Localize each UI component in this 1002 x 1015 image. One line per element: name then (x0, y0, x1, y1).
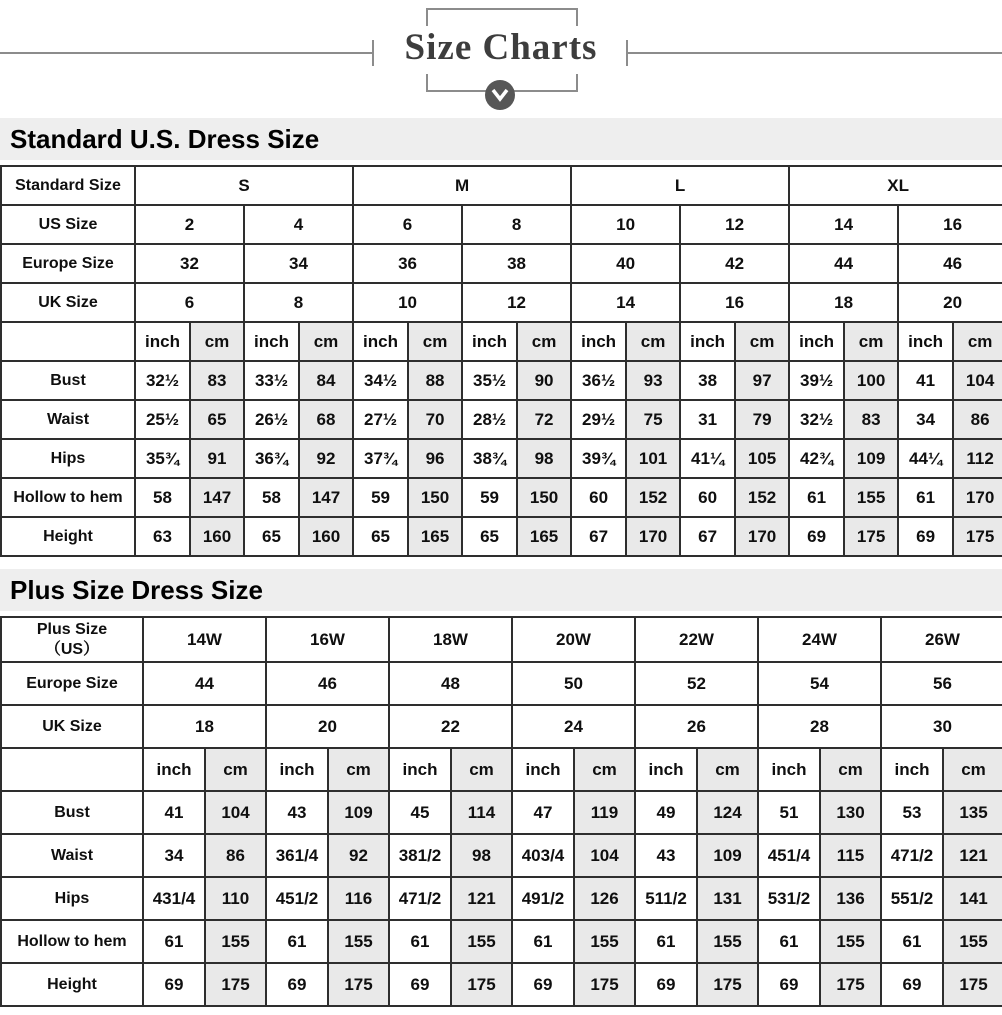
cell: 58 (135, 478, 190, 517)
row-label: Bust (1, 361, 135, 400)
cell: 147 (190, 478, 244, 517)
cell: 60 (680, 478, 735, 517)
row-label: Europe Size (1, 662, 143, 705)
cell: 18 (789, 283, 898, 322)
table-row (1, 439, 1002, 478)
table-row (1, 963, 1002, 1006)
unit-header: cm (844, 322, 898, 361)
cell: 155 (943, 920, 1002, 963)
cell: 155 (574, 920, 635, 963)
unit-header: inch (244, 322, 299, 361)
cell: 8 (462, 205, 571, 244)
cell: 35½ (462, 361, 517, 400)
cell: 30 (881, 705, 1002, 748)
table-row (1, 748, 1002, 791)
cell: 14 (571, 283, 680, 322)
cell: 141 (943, 877, 1002, 920)
cell: 12 (462, 283, 571, 322)
unit-header: inch (881, 748, 943, 791)
cell: 114 (451, 791, 512, 834)
cell: 59 (353, 478, 408, 517)
cell: 155 (205, 920, 266, 963)
cell: 170 (953, 478, 1002, 517)
cell: 98 (517, 439, 571, 478)
cell: 381/2 (389, 834, 451, 877)
cell: 36¾ (244, 439, 299, 478)
cell: 403/4 (512, 834, 574, 877)
chevron-down-icon (485, 80, 515, 110)
table-row (1, 791, 1002, 834)
cell: 100 (844, 361, 898, 400)
row-label: Bust (1, 791, 143, 834)
table-row (1, 705, 1002, 748)
cell: 20 (266, 705, 389, 748)
page-title: Size Charts (404, 27, 598, 68)
cell: 170 (626, 517, 680, 556)
cell: 10 (571, 205, 680, 244)
cell: 38¾ (462, 439, 517, 478)
cell: 152 (626, 478, 680, 517)
cell: 6 (353, 205, 462, 244)
cell: 147 (299, 478, 353, 517)
row-label (1, 617, 143, 662)
cell: 59 (462, 478, 517, 517)
row-label: Standard Size (1, 166, 135, 205)
table-row (1, 244, 1002, 283)
cell: 431/4 (143, 877, 205, 920)
cell: 471/2 (881, 834, 943, 877)
cell: 52 (635, 662, 758, 705)
cell: 29½ (571, 400, 626, 439)
cell: 61 (266, 920, 328, 963)
cell: 8 (244, 283, 353, 322)
cell: 41 (143, 791, 205, 834)
unit-header: cm (451, 748, 512, 791)
cell: 27½ (353, 400, 408, 439)
unit-header: cm (953, 322, 1002, 361)
table-row (1, 517, 1002, 556)
cell: 68 (299, 400, 353, 439)
cell: 20 (898, 283, 1002, 322)
cell: 67 (680, 517, 735, 556)
table-row (1, 205, 1002, 244)
col-header: 22W (635, 617, 758, 662)
cell: 105 (735, 439, 789, 478)
cell: 69 (389, 963, 451, 1006)
cell: 44¼ (898, 439, 953, 478)
cell: 511/2 (635, 877, 697, 920)
unit-header: inch (135, 322, 190, 361)
cell: 50 (512, 662, 635, 705)
cell: 32½ (135, 361, 190, 400)
cell: 165 (408, 517, 462, 556)
cell: 84 (299, 361, 353, 400)
cell: 43 (635, 834, 697, 877)
cell: 104 (574, 834, 635, 877)
cell: 69 (635, 963, 697, 1006)
cell: 160 (299, 517, 353, 556)
cell: 38 (462, 244, 571, 283)
cell: 551/2 (881, 877, 943, 920)
unit-header: cm (697, 748, 758, 791)
cell: 36 (353, 244, 462, 283)
cell: 109 (844, 439, 898, 478)
cell: 175 (451, 963, 512, 1006)
cell: 136 (820, 877, 881, 920)
cell: 22 (389, 705, 512, 748)
cell: 101 (626, 439, 680, 478)
unit-header: cm (328, 748, 389, 791)
unit-header: inch (635, 748, 697, 791)
cell: 67 (571, 517, 626, 556)
row-label-line2: （US） (44, 640, 100, 658)
cell: 86 (205, 834, 266, 877)
cell: 88 (408, 361, 462, 400)
cell: 16 (898, 205, 1002, 244)
cell: 119 (574, 791, 635, 834)
cell: 121 (943, 834, 1002, 877)
cell: 104 (953, 361, 1002, 400)
row-label: US Size (1, 205, 135, 244)
unit-header: cm (820, 748, 881, 791)
cell: 96 (408, 439, 462, 478)
cell: 65 (244, 517, 299, 556)
cell: 16 (680, 283, 789, 322)
cell: 69 (143, 963, 205, 1006)
cell: 34 (143, 834, 205, 877)
cell: 135 (943, 791, 1002, 834)
cell: 124 (697, 791, 758, 834)
cell: 2 (135, 205, 244, 244)
cell: 61 (512, 920, 574, 963)
page-header (0, 0, 1002, 114)
cell: 69 (898, 517, 953, 556)
cell: 92 (328, 834, 389, 877)
cell: 155 (820, 920, 881, 963)
cell: 83 (844, 400, 898, 439)
cell: 104 (205, 791, 266, 834)
section-title-standard: Standard U.S. Dress Size (0, 118, 1002, 160)
cell: 65 (353, 517, 408, 556)
cell: 86 (953, 400, 1002, 439)
cell: 34 (898, 400, 953, 439)
row-label: Hollow to hem (1, 478, 135, 517)
table-row (1, 834, 1002, 877)
table-row (1, 920, 1002, 963)
unit-header: inch (462, 322, 517, 361)
unit-header: cm (943, 748, 1002, 791)
unit-header: cm (205, 748, 266, 791)
cell: 48 (389, 662, 512, 705)
cell: 69 (881, 963, 943, 1006)
cell: 14 (789, 205, 898, 244)
col-header: 24W (758, 617, 881, 662)
cell: 175 (844, 517, 898, 556)
cell: 451/2 (266, 877, 328, 920)
cell: 115 (820, 834, 881, 877)
cell: 70 (408, 400, 462, 439)
row-label: Europe Size (1, 244, 135, 283)
cell: 150 (517, 478, 571, 517)
cell: 42 (680, 244, 789, 283)
col-header: 18W (389, 617, 512, 662)
cell: 45 (389, 791, 451, 834)
cell: 44 (143, 662, 266, 705)
cell: 90 (517, 361, 571, 400)
cell: 175 (820, 963, 881, 1006)
row-label: Waist (1, 834, 143, 877)
cell: 131 (697, 877, 758, 920)
cell: 126 (574, 877, 635, 920)
cell: 69 (266, 963, 328, 1006)
cell: 471/2 (389, 877, 451, 920)
col-header: 16W (266, 617, 389, 662)
unit-header: inch (143, 748, 205, 791)
cell: 39¾ (571, 439, 626, 478)
cell: 130 (820, 791, 881, 834)
table-row (1, 361, 1002, 400)
unit-header: inch (789, 322, 844, 361)
row-label: UK Size (1, 283, 135, 322)
cell: 28 (758, 705, 881, 748)
cell: 33½ (244, 361, 299, 400)
cell: 110 (205, 877, 266, 920)
cell: 53 (881, 791, 943, 834)
cell: 75 (626, 400, 680, 439)
cell: 36½ (571, 361, 626, 400)
cell: 91 (190, 439, 244, 478)
cell: 44 (789, 244, 898, 283)
cell: 32½ (789, 400, 844, 439)
cell: 121 (451, 877, 512, 920)
row-label: Hips (1, 439, 135, 478)
cell: 175 (697, 963, 758, 1006)
cell: 34 (244, 244, 353, 283)
cell: 93 (626, 361, 680, 400)
cell: 109 (697, 834, 758, 877)
cell: 56 (881, 662, 1002, 705)
col-header: XL (789, 166, 1002, 205)
cell: 40 (571, 244, 680, 283)
unit-header: inch (266, 748, 328, 791)
col-header: L (571, 166, 789, 205)
cell: 155 (328, 920, 389, 963)
cell: 32 (135, 244, 244, 283)
cell: 6 (135, 283, 244, 322)
cell: 12 (680, 205, 789, 244)
row-label: UK Size (1, 705, 143, 748)
cell: 170 (735, 517, 789, 556)
cell: 155 (451, 920, 512, 963)
unit-header: inch (512, 748, 574, 791)
cell: 61 (789, 478, 844, 517)
cell: 63 (135, 517, 190, 556)
unit-header: inch (571, 322, 626, 361)
table-row (1, 617, 1002, 662)
unit-header: cm (190, 322, 244, 361)
row-label: Height (1, 963, 143, 1006)
decorative-bracket-top (426, 8, 578, 26)
cell: 61 (758, 920, 820, 963)
cell: 61 (898, 478, 953, 517)
cell: 54 (758, 662, 881, 705)
cell: 65 (462, 517, 517, 556)
table-row (1, 283, 1002, 322)
table-row (1, 877, 1002, 920)
cell: 72 (517, 400, 571, 439)
cell: 25½ (135, 400, 190, 439)
cell: 451/4 (758, 834, 820, 877)
cell: 26½ (244, 400, 299, 439)
size-table-standard (0, 165, 1002, 557)
cell: 58 (244, 478, 299, 517)
cell: 69 (789, 517, 844, 556)
cell: 155 (697, 920, 758, 963)
unit-header: inch (353, 322, 408, 361)
cell: 361/4 (266, 834, 328, 877)
col-header: 20W (512, 617, 635, 662)
cell: 39½ (789, 361, 844, 400)
cell: 38 (680, 361, 735, 400)
cell: 175 (205, 963, 266, 1006)
cell: 152 (735, 478, 789, 517)
cell: 43 (266, 791, 328, 834)
row-label: Waist (1, 400, 135, 439)
cell: 109 (328, 791, 389, 834)
row-label: Hollow to hem (1, 920, 143, 963)
cell: 28½ (462, 400, 517, 439)
cell: 155 (844, 478, 898, 517)
cell: 61 (635, 920, 697, 963)
cell: 41¼ (680, 439, 735, 478)
cell: 112 (953, 439, 1002, 478)
empty-corner-cell (1, 748, 143, 791)
col-header: 14W (143, 617, 266, 662)
cell: 42¾ (789, 439, 844, 478)
cell: 46 (898, 244, 1002, 283)
cell: 10 (353, 283, 462, 322)
cell: 46 (266, 662, 389, 705)
unit-header: cm (626, 322, 680, 361)
unit-header: cm (408, 322, 462, 361)
unit-header: cm (299, 322, 353, 361)
cell: 116 (328, 877, 389, 920)
table-row (1, 662, 1002, 705)
cell: 24 (512, 705, 635, 748)
cell: 69 (758, 963, 820, 1006)
cell: 150 (408, 478, 462, 517)
cell: 26 (635, 705, 758, 748)
cell: 160 (190, 517, 244, 556)
cell: 31 (680, 400, 735, 439)
section-title-plus: Plus Size Dress Size (0, 569, 1002, 611)
table-row (1, 478, 1002, 517)
cell: 41 (898, 361, 953, 400)
row-label: Hips (1, 877, 143, 920)
cell: 18 (143, 705, 266, 748)
cell: 83 (190, 361, 244, 400)
cell: 61 (881, 920, 943, 963)
cell: 175 (328, 963, 389, 1006)
cell: 69 (512, 963, 574, 1006)
cell: 65 (190, 400, 244, 439)
cell: 98 (451, 834, 512, 877)
cell: 92 (299, 439, 353, 478)
size-table-plus (0, 616, 1002, 1007)
col-header: M (353, 166, 571, 205)
unit-header: cm (735, 322, 789, 361)
cell: 491/2 (512, 877, 574, 920)
unit-header: cm (574, 748, 635, 791)
unit-header: inch (680, 322, 735, 361)
cell: 35¾ (135, 439, 190, 478)
cell: 61 (143, 920, 205, 963)
unit-header: inch (758, 748, 820, 791)
unit-header: inch (898, 322, 953, 361)
cell: 175 (574, 963, 635, 1006)
cell: 79 (735, 400, 789, 439)
row-label: Height (1, 517, 135, 556)
cell: 51 (758, 791, 820, 834)
cell: 4 (244, 205, 353, 244)
unit-header: inch (389, 748, 451, 791)
table-row (1, 322, 1002, 361)
cell: 60 (571, 478, 626, 517)
cell: 97 (735, 361, 789, 400)
table-row (1, 166, 1002, 205)
cell: 49 (635, 791, 697, 834)
empty-corner-cell (1, 322, 135, 361)
cell: 175 (953, 517, 1002, 556)
cell: 61 (389, 920, 451, 963)
col-header: S (135, 166, 353, 205)
cell: 37¾ (353, 439, 408, 478)
cell: 165 (517, 517, 571, 556)
cell: 175 (943, 963, 1002, 1006)
cell: 531/2 (758, 877, 820, 920)
col-header: 26W (881, 617, 1002, 662)
cell: 47 (512, 791, 574, 834)
table-row (1, 400, 1002, 439)
cell: 34½ (353, 361, 408, 400)
unit-header: cm (517, 322, 571, 361)
row-label-line1: Plus Size (36, 620, 108, 638)
